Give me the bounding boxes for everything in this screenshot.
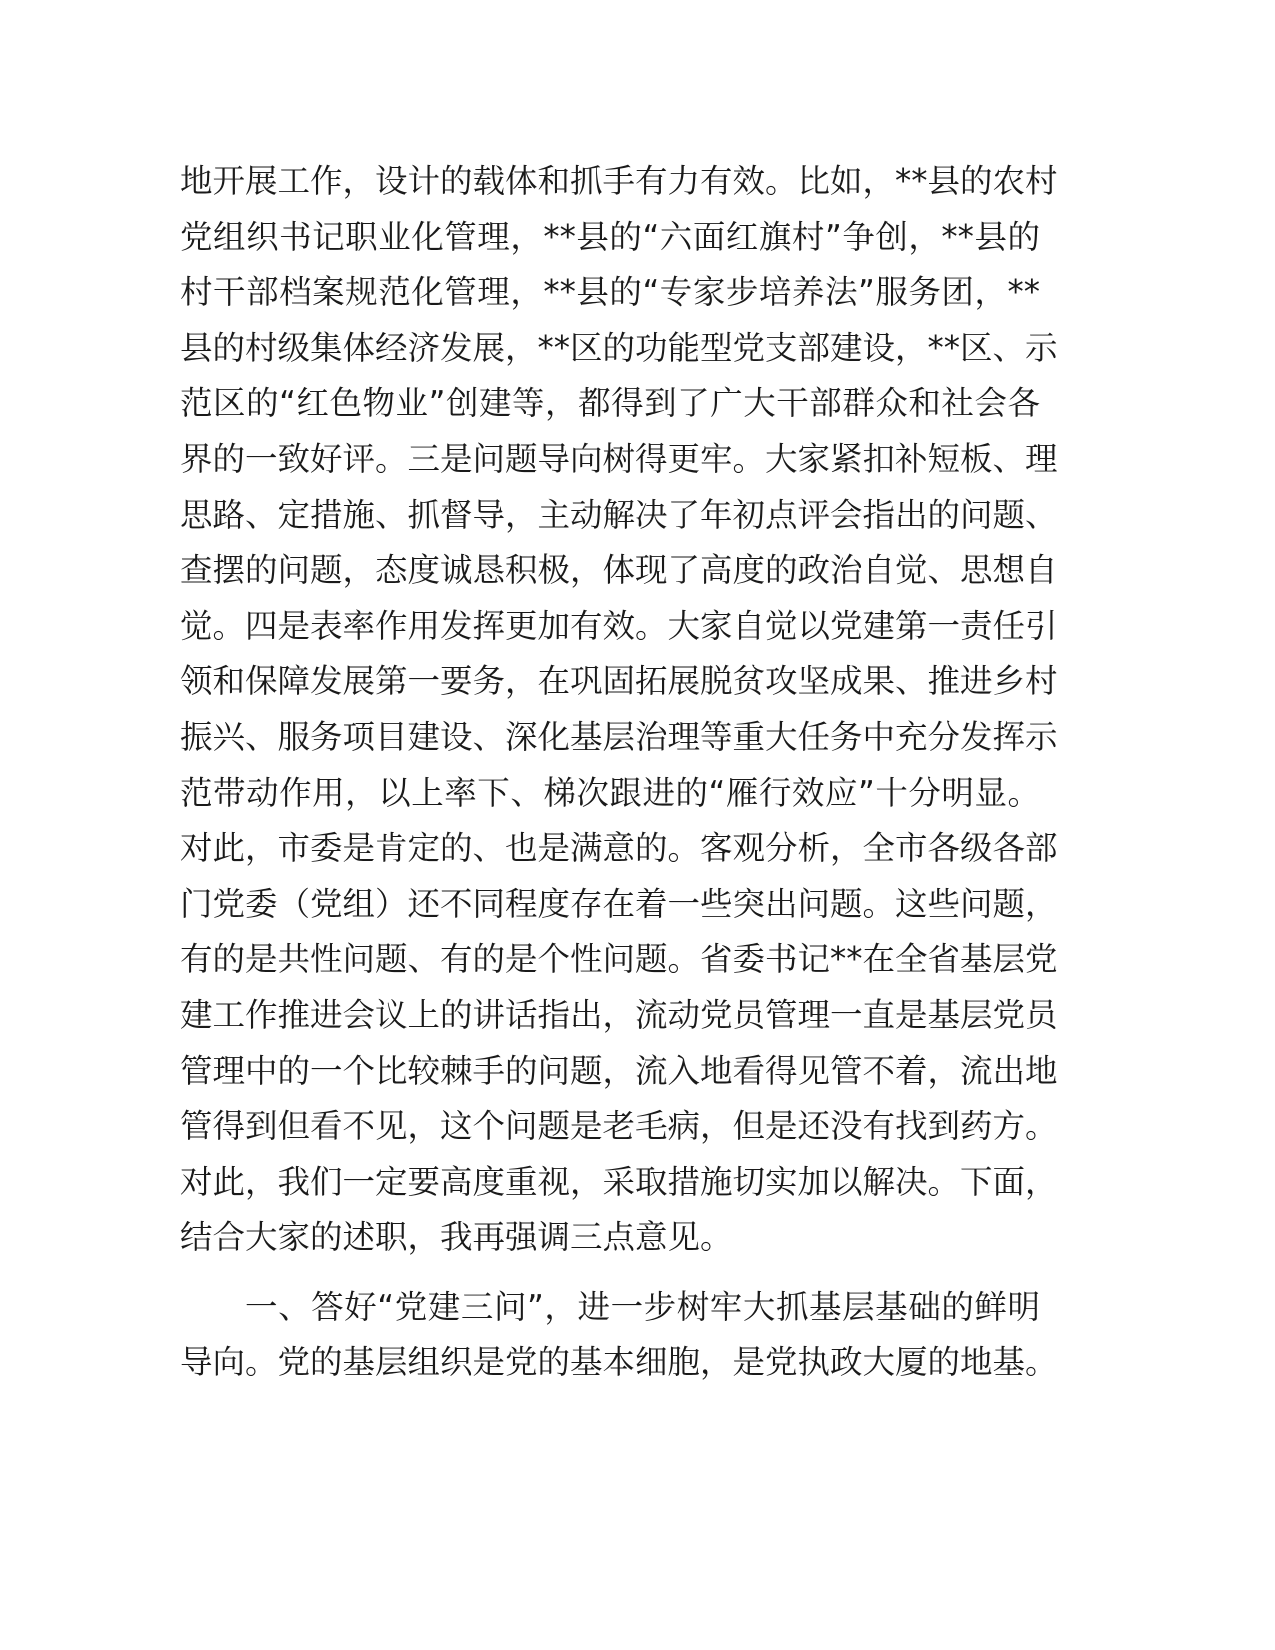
text-line: 管得到但看不见，这个问题是老毛病，但是还没有找到药方。 xyxy=(180,1107,1058,1146)
text-line: 村干部档案规范化管理，**县的“专家步培养法”服务团，** xyxy=(180,273,1040,312)
text-line: 范区的“红色物业”创建等，都得到了广大干部群众和社会各 xyxy=(180,384,1040,423)
paragraph-spacer xyxy=(180,1266,1040,1280)
text-line: 觉。四是表率作用发挥更加有效。大家自觉以党建第一责任引 xyxy=(180,606,1058,645)
text-line: 领和保障发展第一要务，在巩固拓展脱贫攻坚成果、推进乡村 xyxy=(180,662,1058,701)
text-line: 有的是共性问题、有的是个性问题。省委书记**在全省基层党 xyxy=(180,940,1058,979)
text-line: 对此，市委是肯定的、也是满意的。客观分析，全市各级各部 xyxy=(180,829,1058,868)
text-line: 结合大家的述职，我再强调三点意见。 xyxy=(180,1218,733,1257)
text-line: 查摆的问题，态度诚恳积极，体现了高度的政治自觉、思想自 xyxy=(180,551,1058,590)
text-line: 对此，我们一定要高度重视，采取措施切实加以解决。下面， xyxy=(180,1162,1058,1201)
text-line: 县的村级集体经济发展，**区的功能型党支部建设，**区、示 xyxy=(180,328,1058,367)
text-line: 管理中的一个比较棘手的问题，流入地看得见管不着，流出地 xyxy=(180,1051,1058,1090)
document-body xyxy=(180,154,1058,1391)
text-line: 地开展工作，设计的载体和抓手有力有效。比如，**县的农村 xyxy=(180,162,1058,200)
text-line: 思路、定措施、抓督导，主动解决了年初点评会指出的问题、 xyxy=(180,495,1058,534)
text-line: 建工作推进会议上的讲话指出，流动党员管理一直是基层党员 xyxy=(180,995,1058,1034)
text-line: 界的一致好评。三是问题导向树得更牢。大家紧扣补短板、理 xyxy=(180,439,1058,478)
paragraph-1 xyxy=(180,154,1058,1266)
text-line: 范带动作用，以上率下、梯次跟进的“雁行效应”十分明显。 xyxy=(180,773,1040,812)
section-heading-line: 一、答好“党建三问”，进一步树牢大抓基层基础的鲜明 xyxy=(245,1287,1040,1326)
paragraph-2 xyxy=(180,1280,1058,1391)
text-line: 门党委（党组）还不同程度存在着一些突出问题。这些问题， xyxy=(180,884,1058,923)
text-line: 导向。党的基层组织是党的基本细胞，是党执政大厦的地基。 xyxy=(180,1343,1058,1382)
text-line: 振兴、服务项目建设、深化基层治理等重大任务中充分发挥示 xyxy=(180,717,1058,756)
text-line: 党组织书记职业化管理，**县的“六面红旗村”争创，**县的 xyxy=(180,217,1040,256)
